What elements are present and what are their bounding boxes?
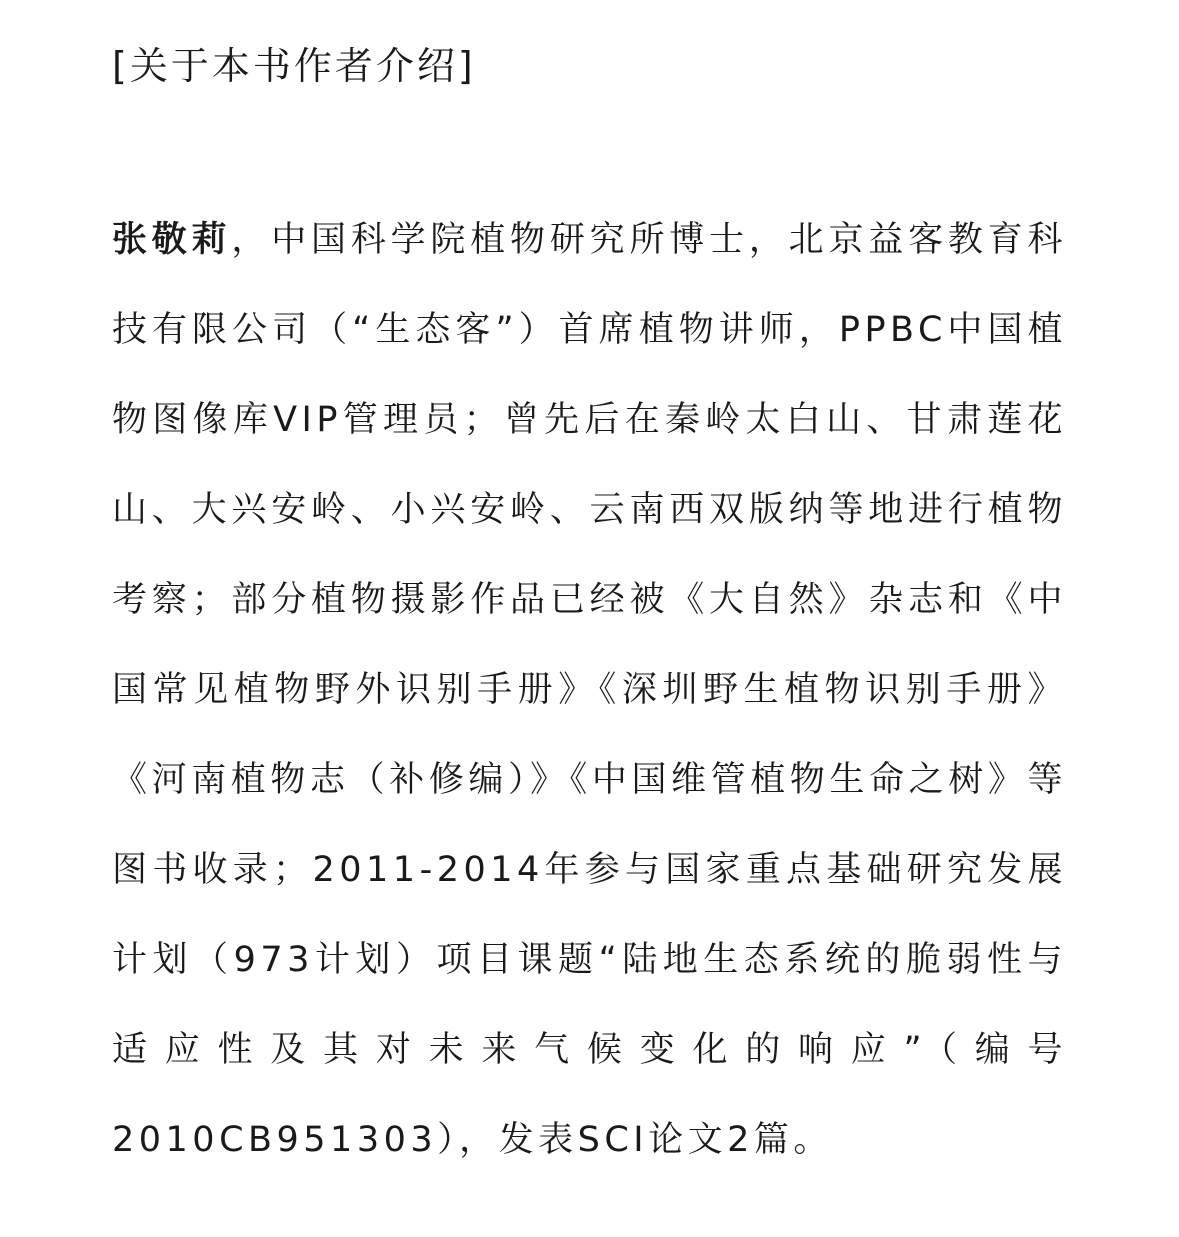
author-bio-paragraph (112, 195, 1067, 1185)
author-bio-text: ，中国科学院植物研究所博士，北京益客教育科技有限公司（“生态客”）首席植物讲师，PPBC中国植物图像库VIP管理员；曾先后在秦岭太白山、甘肃莲花山、大兴安岭、小兴安岭、云南西双版纳等地进行植物考察；部分植物摄影作品已经被《大自然》杂志和《中国常见植物野外识别手册》《深圳野生植物识别手册》《河南植物志（补修编）》《中国维管植物生命之树》等图书收录；2011-2014年参与国家重点基础研究发展计划（973计划）项目课题“陆地生态系统的脆弱性与适应性及其对未来气候变化的响应”（编号2010CB951303），发表SCI论文2篇。 (112, 220, 1067, 1160)
section-heading: [关于本书作者介绍] (112, 44, 476, 88)
author-name: 张敬莉 (112, 220, 232, 260)
